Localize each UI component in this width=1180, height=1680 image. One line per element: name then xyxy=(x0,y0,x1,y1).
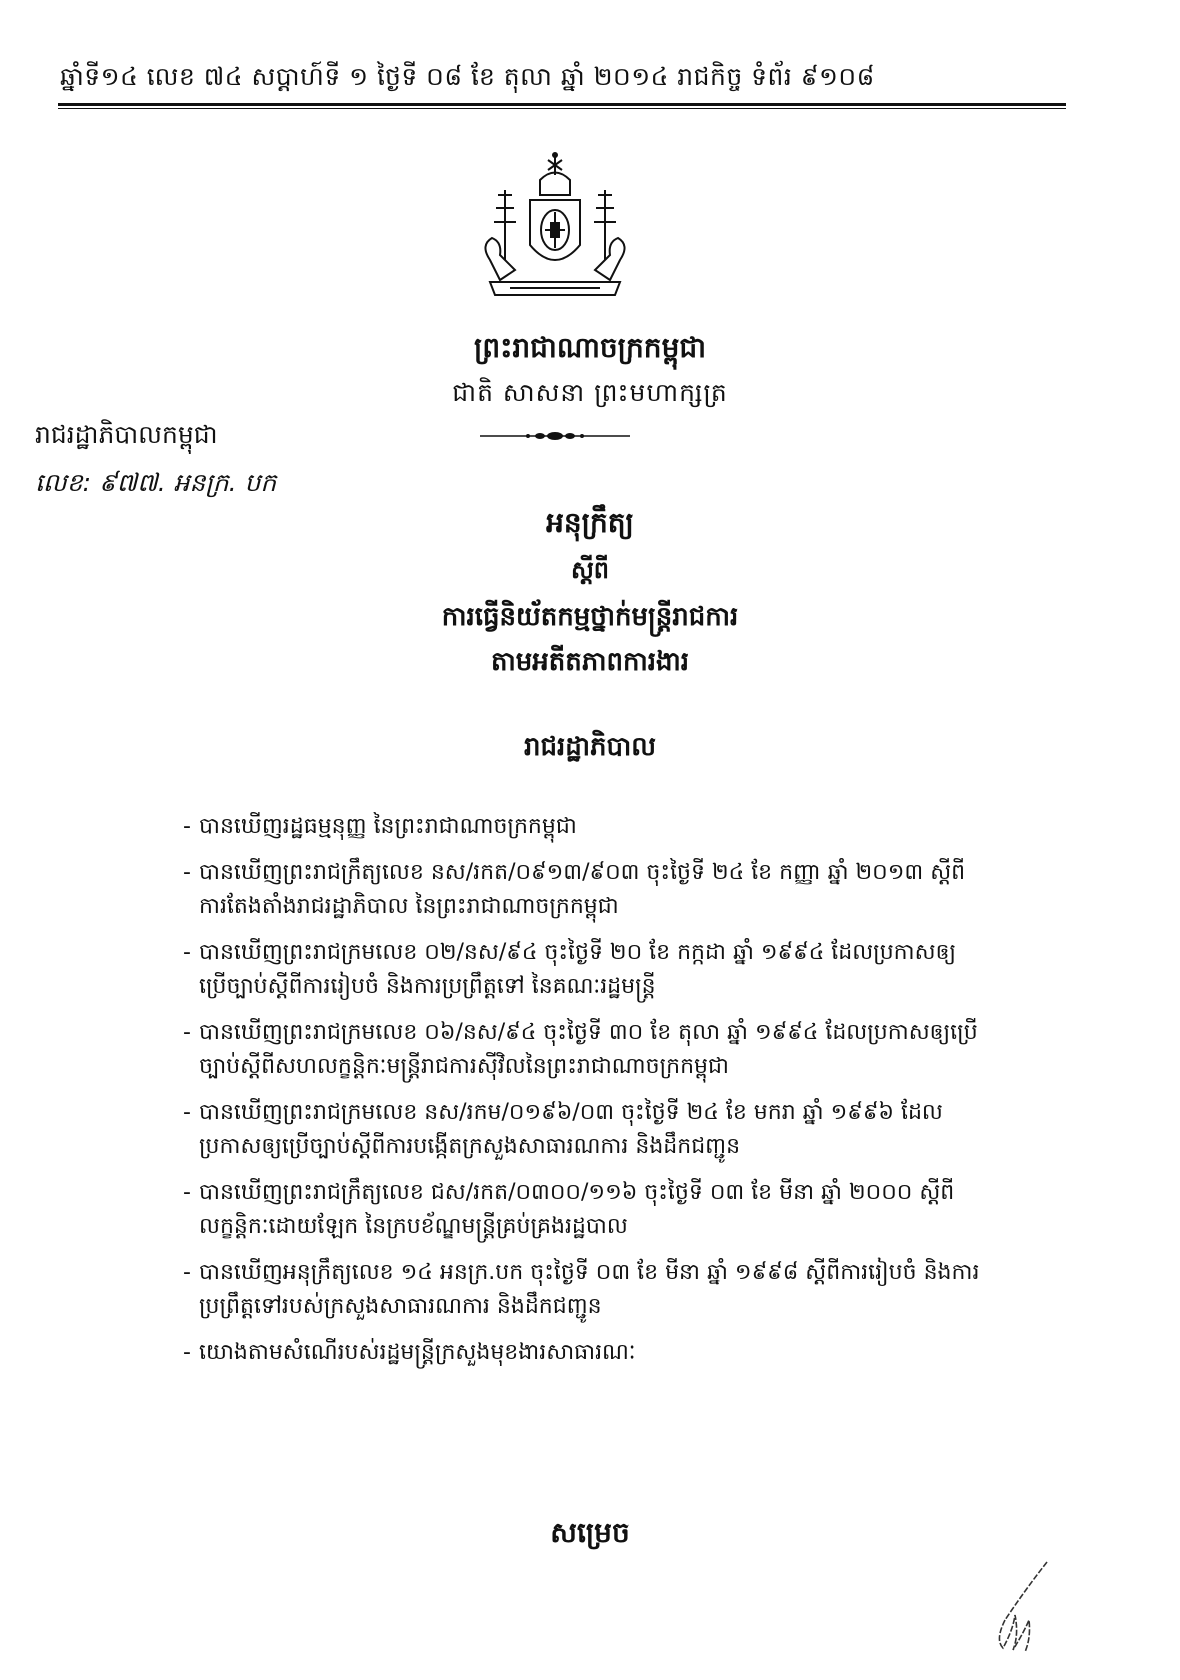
consideration-text: បានឃើញព្រះរាជក្រមលេខ ០៦/នស/៩៤ ចុះថ្ងៃទី ៣០ ខែ តុលា ឆ្នាំ ១៩៩៤ ដែលប្រកាសឲ្យប្រើច្បាប់ស្តីពីសហលក្ខន្តិកៈមន្ត្រីរាជការស៊ីវិលនៃព្រះរាជាណាចក្រកម្ពុជា xyxy=(199,1020,978,1079)
issuing-government: រាជរដ្ឋាភិបាលកម្ពុជា xyxy=(35,420,218,449)
national-motto: ជាតិ សាសនា ព្រះមហាក្សត្រ xyxy=(452,378,728,407)
consideration-text: បានឃើញព្រះរាជក្រឹត្យលេខ នស/រកត/០៩១៣/៩០៣ ចុះថ្ងៃទី ២៤ ខែ កញ្ញា ឆ្នាំ ២០១៣ ស្តីពីការតែងតាំងរាជរដ្ឋាភិបាល នៃព្រះរាជាណាចក្រកម្ពុជា xyxy=(199,860,966,919)
consideration-text: យោងតាមសំណើរបស់រដ្ឋមន្ត្រីក្រសួងមុខងារសាធារណៈ xyxy=(199,1340,636,1365)
royal-coat-of-arms-icon xyxy=(470,150,640,310)
consideration-item: - បានឃើញព្រះរាជក្រមលេខ ០៦/នស/៩៤ ចុះថ្ងៃទី ៣០ ខែ តុលា ឆ្នាំ ១៩៩៤ ដែលប្រកាសឲ្យប្រើច្បាប់ស្តីពីសហលក្ខន្តិកៈមន្ត្រីរាជការស៊ីវិលនៃព្រះរាជាណាចក្រកម្ពុជា xyxy=(183,1016,983,1084)
document-type: អនុក្រឹត្យ xyxy=(546,506,634,539)
handwritten-initial-icon xyxy=(985,1560,1055,1655)
decides-heading: សម្រេច xyxy=(550,1516,630,1549)
document-number: លេខ: ៩៧៧. អនក្រ. បក xyxy=(35,468,277,497)
government-heading: រាជរដ្ឋាភិបាល xyxy=(523,732,657,762)
consideration-item: - បានឃើញព្រះរាជក្រឹត្យលេខ នស/រកត/០៩១៣/៩០៣ ចុះថ្ងៃទី ២៤ ខែ កញ្ញា ឆ្នាំ ២០១៣ ស្តីពីការតែងតាំងរាជរដ្ឋាភិបាល នៃព្រះរាជាណាចក្រកម្ពុជា xyxy=(183,856,983,924)
regarding-label: ស្តីពី xyxy=(570,556,610,584)
consideration-text: បានឃើញព្រះរាជក្រមលេខ នស/រកម/០១៩៦/០៣ ចុះថ្ងៃទី ២៤ ខែ មករា ឆ្នាំ ១៩៩៦ ដែលប្រកាសឲ្យប្រើច្បាប់ស្តីពីការបង្កើតក្រសួងសាធារណការ និងដឹកជញ្ជូន xyxy=(199,1100,943,1159)
considerations-list xyxy=(183,810,983,1382)
consideration-text: បានឃើញព្រះរាជក្រឹត្យលេខ ជស/រកត/០៣០០/១១៦ ចុះថ្ងៃទី ០៣ ខែ មីនា ឆ្នាំ ២០០០ ស្តីពីលក្ខន្តិកៈដោយឡែក នៃក្របខ័ណ្ឌមន្ត្រីគ្រប់គ្រងរដ្ឋបាល xyxy=(199,1180,955,1239)
consideration-item: - យោងតាមសំណើរបស់រដ្ឋមន្ត្រីក្រសួងមុខងារសាធារណៈ xyxy=(183,1336,983,1370)
subject-line-1: ការធ្វើនិយ័តកម្មថ្នាក់មន្ត្រីរាជការ xyxy=(441,602,739,632)
consideration-item: - បានឃើញអនុក្រឹត្យលេខ ១៤ អនក្រ.បក ចុះថ្ងៃទី ០៣ ខែ មីនា ឆ្នាំ ១៩៩៨ ស្តីពីការរៀបចំ និងការប្រព្រឹត្តទៅរបស់ក្រសួងសាធារណការ និងដឹកជញ្ជូន xyxy=(183,1256,983,1324)
kingdom-name: ព្រះរាជាណាចក្រកម្ពុជា xyxy=(473,331,706,364)
consideration-item: - បានឃើញព្រះរាជក្រមលេខ ០២/នស/៩៤ ចុះថ្ងៃទី ២០ ខែ កក្កដា ឆ្នាំ ១៩៩៤ ដែលប្រកាសឲ្យប្រើច្បាប់ស្តីពីការរៀបចំ និងការប្រព្រឹត្តទៅ នៃគណៈរដ្ឋមន្ត្រី xyxy=(183,936,983,1004)
consideration-item: - បានឃើញព្រះរាជក្រមលេខ នស/រកម/០១៩៦/០៣ ចុះថ្ងៃទី ២៤ ខែ មករា ឆ្នាំ ១៩៩៦ ដែលប្រកាសឲ្យប្រើច្បាប់ស្តីពីការបង្កើតក្រសួងសាធារណការ និងដឹកជញ្ជូន xyxy=(183,1096,983,1164)
ornament-divider-icon xyxy=(480,428,630,444)
subject-line-2: តាមអតីតភាពការងារ xyxy=(490,647,690,677)
header-rule xyxy=(58,103,1066,109)
consideration-text: បានឃើញព្រះរាជក្រមលេខ ០២/នស/៩៤ ចុះថ្ងៃទី ២០ ខែ កក្កដា ឆ្នាំ ១៩៩៤ ដែលប្រកាសឲ្យប្រើច្បាប់ស្តីពីការរៀបចំ និងការប្រព្រឹត្តទៅ នៃគណៈរដ្ឋមន្ត្រី xyxy=(199,940,957,999)
consideration-item: - បានឃើញរដ្ឋធម្មនុញ្ញ នៃព្រះរាជាណាចក្រកម្ពុជា xyxy=(183,810,983,844)
consideration-text: បានឃើញរដ្ឋធម្មនុញ្ញ នៃព្រះរាជាណាចក្រកម្ពុជា xyxy=(199,814,577,839)
gazette-header: ឆ្នាំទី១៤ លេខ ៧៤ សប្តាហ៍ទី ១ ថ្ងៃទី ០៨ ខែ តុលា ឆ្នាំ ២០១៤ រាជកិច្ច ទំព័រ ៩១០៨ xyxy=(60,62,875,91)
consideration-item: - បានឃើញព្រះរាជក្រឹត្យលេខ ជស/រកត/០៣០០/១១៦ ចុះថ្ងៃទី ០៣ ខែ មីនា ឆ្នាំ ២០០០ ស្តីពីលក្ខន្តិកៈដោយឡែក នៃក្របខ័ណ្ឌមន្ត្រីគ្រប់គ្រងរដ្ឋបាល xyxy=(183,1176,983,1244)
consideration-text: បានឃើញអនុក្រឹត្យលេខ ១៤ អនក្រ.បក ចុះថ្ងៃទី ០៣ ខែ មីនា ឆ្នាំ ១៩៩៨ ស្តីពីការរៀបចំ និងការប្រព្រឹត្តទៅរបស់ក្រសួងសាធារណការ និងដឹកជញ្ជូន xyxy=(199,1260,980,1319)
